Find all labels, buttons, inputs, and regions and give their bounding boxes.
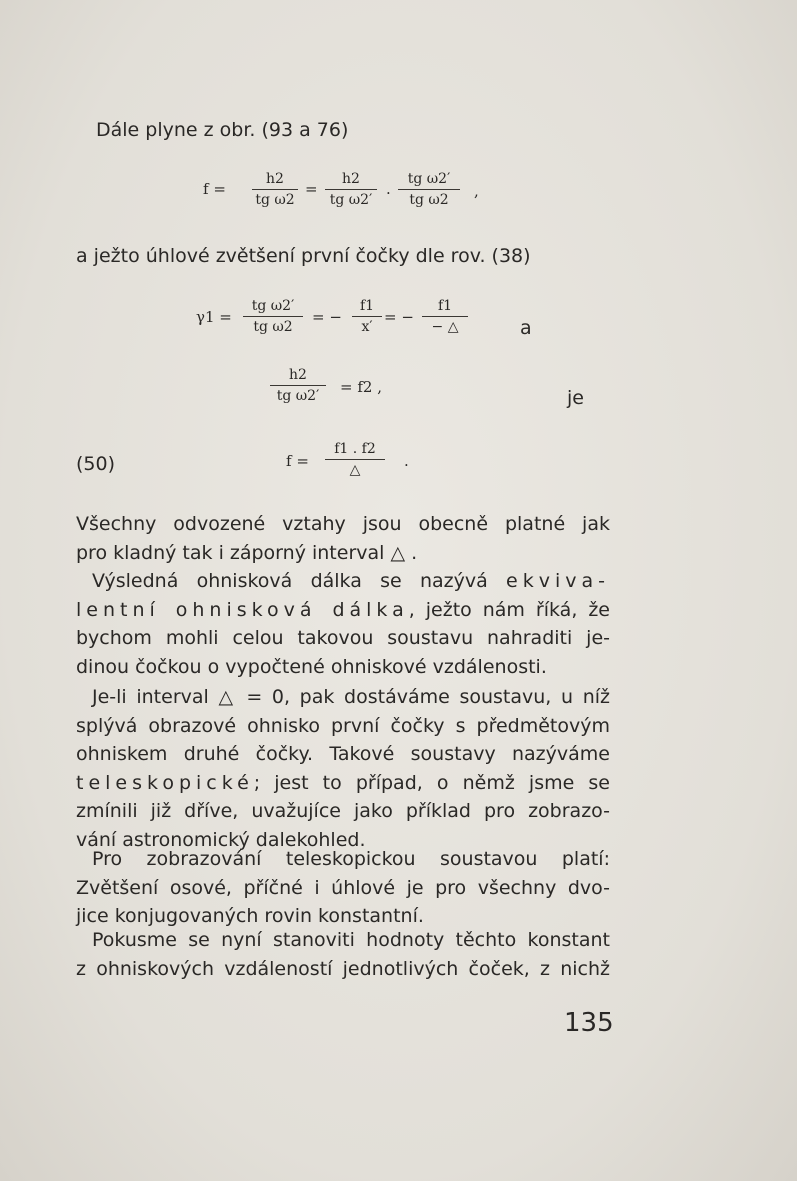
text-line: dinou čočkou o vypočtené ohniskové vzdálenosti. bbox=[76, 655, 547, 678]
eq1-comma: , bbox=[474, 182, 479, 200]
term-emphasis: lentní ohnisková dálka bbox=[76, 598, 409, 621]
text-line: Pro zobrazování teleskopickou soustavou platí: bbox=[92, 848, 610, 870]
eq2-fraction-1: tg ω2′ tg ω2 bbox=[243, 297, 303, 336]
eq1-dot: . bbox=[386, 180, 391, 198]
eq2-fraction-3: f1 − △ bbox=[422, 297, 468, 336]
term-emphasis: ekviva- bbox=[506, 570, 610, 592]
angular-magnification-line: a ježto úhlové zvětšení první čočky dle rov. (38) bbox=[76, 245, 531, 267]
text-line: bychom mohli celou takovou soustavu nahraditi je- bbox=[76, 627, 610, 650]
text-line: jice konjugovaných rovin konstantní. bbox=[76, 905, 424, 928]
text-line: Zvětšení osové, příčné i úhlové je pro všechny dvo- bbox=[76, 876, 610, 899]
text-line: ohniskem druhé čočky. Takové soustavy nazýváme bbox=[76, 743, 610, 766]
text-line: pro kladný tak i záporný interval △ . bbox=[76, 541, 418, 564]
eq1-equals: = bbox=[305, 180, 318, 198]
eq3-fraction: h2 tg ω2′ bbox=[270, 366, 326, 405]
eq2-equals-2: = − bbox=[384, 308, 414, 326]
text-line: z ohniskových vzdáleností jednotlivých čoček, z nichž bbox=[76, 957, 610, 980]
eq1-fraction-3: tg ω2′ tg ω2 bbox=[398, 170, 460, 209]
eq2-lhs: γ1 = bbox=[196, 308, 232, 326]
text-line: lentní ohnisková dálka, ježto nám říká, že bbox=[76, 598, 610, 621]
eq1-fraction-1: h2 tg ω2 bbox=[252, 170, 298, 209]
eq4-period: . bbox=[404, 452, 409, 470]
paragraph-4 bbox=[76, 845, 610, 931]
eq2-equals-1: = − bbox=[312, 308, 342, 326]
text-line: zmínili již dříve, uvažujíce jako příklad pro zobrazo- bbox=[76, 800, 610, 823]
text-line: Všechny odvozené vztahy jsou obecně platné jak bbox=[76, 513, 610, 535]
page-number: 135 bbox=[564, 1008, 614, 1038]
eq3-rhs: = f2 , bbox=[340, 378, 382, 396]
eq2-fraction-2: f1 x′ bbox=[352, 297, 382, 336]
intro-line: Dále plyne z obr. (93 a 76) bbox=[96, 119, 349, 141]
text-line: vání astronomický dalekohled. bbox=[76, 828, 366, 851]
paragraph-1 bbox=[76, 510, 610, 567]
eq4-fraction: f1 . f2 △ bbox=[325, 440, 385, 479]
text-line: Výsledná ohnisková dálka se nazývá ekviva- bbox=[92, 570, 610, 592]
eq1-fraction-2: h2 tg ω2′ bbox=[325, 170, 377, 209]
term-emphasis: teleskopické bbox=[76, 771, 254, 794]
paragraph-5 bbox=[76, 926, 610, 983]
eq3-trailing-je: je bbox=[567, 387, 584, 409]
text-line: Pokusme se nyní stanoviti hodnoty těchto konstant bbox=[92, 929, 610, 951]
eq1-lhs: f = bbox=[203, 180, 226, 198]
text-line: teleskopické; jest to případ, o němž jsme se bbox=[76, 771, 610, 794]
paragraph-3 bbox=[76, 683, 610, 855]
eq4-lhs: f = bbox=[286, 452, 309, 470]
text-line: Je-li interval △ = 0, pak dostáváme soustavu, u níž bbox=[92, 686, 610, 708]
text-line: splývá obrazové ohnisko první čočky s předmětovým bbox=[76, 714, 610, 737]
paragraph-2 bbox=[76, 567, 610, 681]
eq2-trailing-a: a bbox=[520, 317, 532, 339]
equation-number: (50) bbox=[76, 453, 116, 475]
